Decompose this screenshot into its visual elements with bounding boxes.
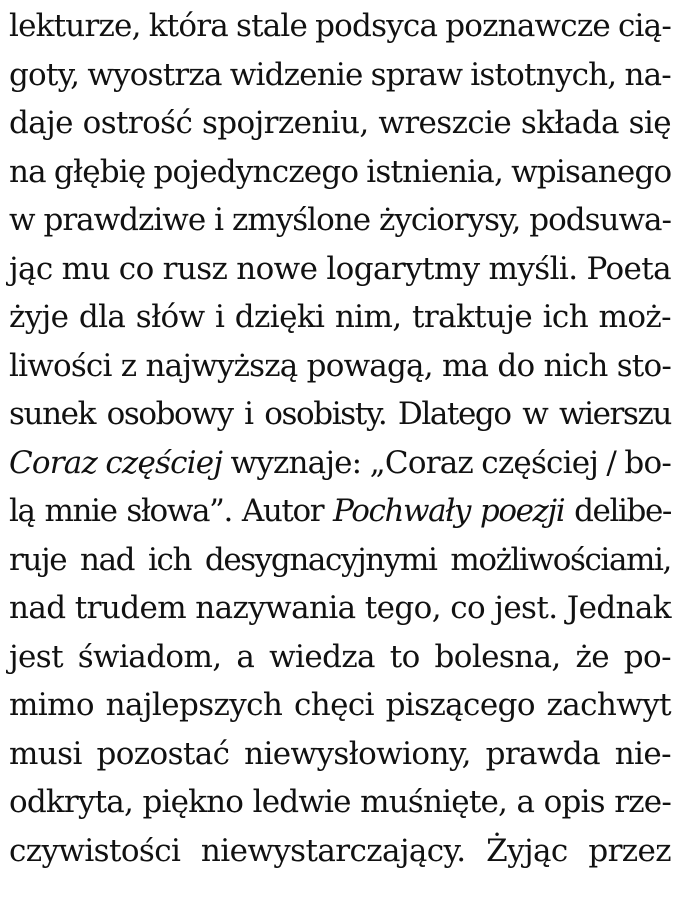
book-title-pochwaly-poezji: Pochwały poezji [333, 493, 565, 529]
text-line-4: na głębię pojedynczego istnienia, wpisanego [9, 153, 672, 190]
text-line-11 [9, 487, 671, 536]
text-line-9: sunek osobowy i osobisty. Dlatego w wierszu [9, 396, 671, 432]
text-line-11-post: delibe- [564, 493, 671, 529]
text-line-12: ruje nad ich desygnacyjnymi możliwościami, [9, 541, 671, 578]
text-line-13: nad trudem nazywania tego, co jest. Jednak [9, 590, 671, 626]
text-line-18: czywistości niewystarczający. Żyjąc przez [9, 832, 671, 869]
text-line-2: goty, wyostrza widzenie spraw istotnych, na- [9, 56, 671, 93]
text-line-6: jąc mu co rusz nowe logarytmy myśli. Poeta [9, 250, 671, 287]
text-line-10 [9, 439, 671, 488]
text-line-15: mimo najlepszych chęci piszącego zachwyt [9, 687, 671, 723]
text-line-17: odkryta, piękno ledwie muśnięte, a opis rze- [9, 784, 671, 820]
text-line-5: w prawdziwe i zmyślone życiorysy, podsuwa- [9, 202, 671, 238]
text-line-1: lekturze, która stale podsyca poznawcze cią- [9, 8, 671, 44]
text-line-14: jest świadom, a wiedza to bolesna, że po- [9, 638, 671, 675]
poem-title-coraz-czesciej: Coraz częściej [9, 444, 223, 481]
text-line-8: liwości z najwyższą powagą, ma do nich sto- [9, 347, 671, 384]
text-line-7: żyje dla słów i dzięki nim, traktuje ich moż- [9, 299, 671, 335]
text-line-10-post: wyznaje: „Coraz częściej / bo- [222, 444, 672, 481]
text-line-11-pre: lą mnie słowa”. Autor [9, 493, 334, 529]
text-line-3: daje ostrość spojrzeniu, wreszcie składa się [9, 105, 671, 141]
text-line-16: musi pozostać niewysłowiony, prawda nie- [9, 735, 671, 772]
